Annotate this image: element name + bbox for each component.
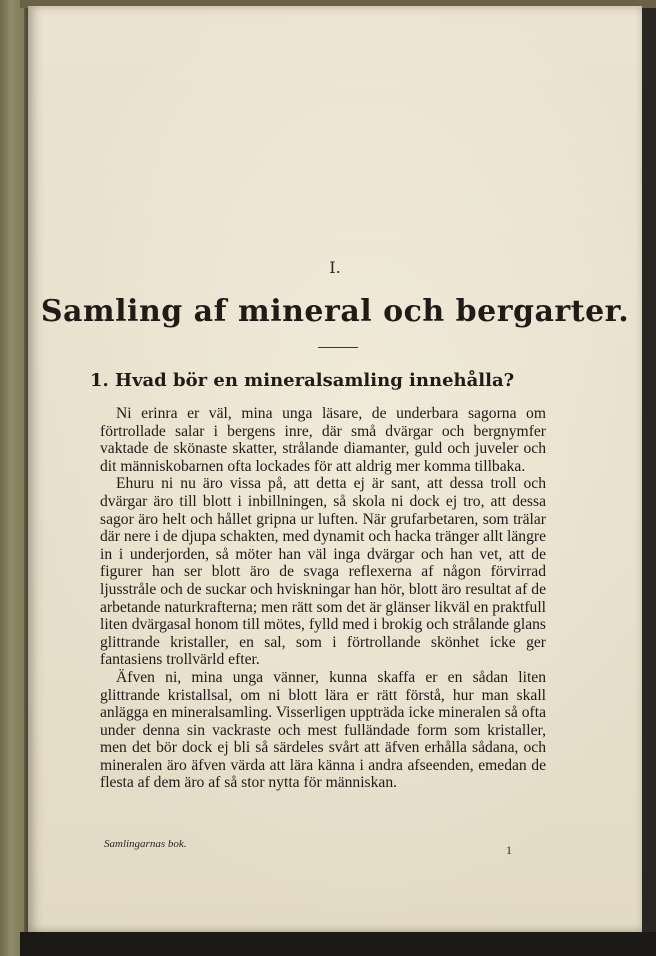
chapter-title: Samling af mineral och bergarter. — [40, 294, 630, 329]
page-number: 1 — [506, 843, 512, 857]
body-text — [100, 405, 546, 792]
paragraph: Ni erinra er väl, mina unga läsare, de underbara sagorna om förtrollade salar i bergens inre, där små dvärgar och bergnymfer vaktade de skönaste skatter, strålande diamanter, guld och juveler och dit människobarnen ofta lockades för att aldrig mer komma tillbaka. — [100, 405, 546, 475]
signature-line: Samlingarnas bok. — [104, 838, 187, 850]
chapter-number: I. — [329, 258, 341, 277]
title-divider — [318, 347, 358, 348]
book-spine — [0, 0, 26, 956]
paragraph: Ehuru ni nu äro vissa på, att detta ej är sant, att dessa troll och dvärgar äro till blott i inbillningen, så skola ni dock ej tro, att dessa sagor äro helt och hållet gripna ur luften. När grufarbetaren, som trälar där nere i de djupa schakten, med dynamit och hacka tränger allt längre in i underjorden, så möter han väl inga dvärgar och han vet, att de figurer han ser blott äro de svaga reflexerna af någon förvirrad ljusstråle och de suckar och hviskningar han hör, blott äro resultat af de arbetande naturkrafterna; men rätt som det är glänser likväl en praktfull liten dvärgasal honom till mötes, fylld med i brokig och strålande glans glittrande kristaller, en sal, som i förtrollande skönhet icke ger fantasiens trollvärld efter. — [100, 475, 546, 669]
paragraph: Äfven ni, mina unga vänner, kunna skaffa er en sådan liten glittrande kristallsal, om ni blott lära er rätt förstå, hur man skall anlägga en mineralsamling. Visserligen uppträda icke mineralen så ofta under denna sin vackraste och mest fulländade form som kristaller, men det bör dock ej bli så särdeles svårt att äfven erhålla sådana, och mineralen äro äfven värda att lära känna i andra afseenden, emedan de flesta af dem äro af så stor nytta för människan. — [100, 668, 546, 792]
section-heading: 1. Hvad bör en mineralsamling innehålla? — [90, 370, 515, 391]
bottom-edge — [20, 932, 656, 956]
